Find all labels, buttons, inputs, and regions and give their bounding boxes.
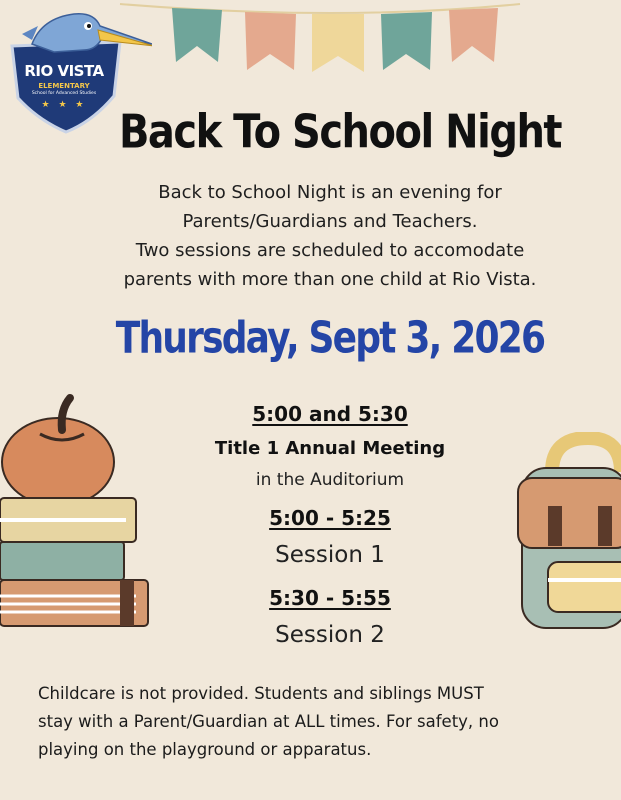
notice-line: playing on the playground or apparatus. [38,740,372,759]
meeting-title: Title 1 Annual Meeting [214,438,446,459]
meeting-location: in the Auditorium [255,470,405,490]
event-date: Thursday, Sept 3, 2026 [115,314,545,364]
logo-school-name: RIO VISTA [24,62,104,80]
meeting-time: 5:00 and 5:30 [252,402,408,426]
notice-line: stay with a Parent/Guardian at ALL times. For safety, no [38,712,499,731]
apple-icon [2,398,114,506]
childcare-notice [38,680,608,764]
session2-label: Session 2 [275,622,385,648]
logo-subtitle: ELEMENTARY [38,82,90,90]
page-title: Back To School Night [118,106,562,159]
bunting-flag [245,12,296,70]
book-stack-icon [0,498,148,626]
bunting-flag [312,14,364,72]
logo-stars: ★ ★ ★ [41,100,87,110]
bunting-flag [381,12,432,70]
intro-line: parents with more than one child at Rio Vista. [123,269,537,290]
apple-books-illustration [0,390,150,630]
intro-text [60,178,600,294]
bunting-flag [172,8,222,62]
session1-time: 5:00 - 5:25 [269,506,391,530]
intro-line: Parents/Guardians and Teachers. [182,211,478,232]
session2-time: 5:30 - 5:55 [269,586,391,610]
intro-line: Back to School Night is an evening for [158,182,502,203]
backpack-icon [512,432,621,632]
notice-line: Childcare is not provided. Students and siblings MUST [38,684,484,703]
session1-label: Session 1 [275,542,385,568]
bunting-flag [449,8,498,62]
intro-line: Two sessions are scheduled to accomodate [135,240,525,261]
logo-tagline: School for Advanced Studies [31,91,97,96]
